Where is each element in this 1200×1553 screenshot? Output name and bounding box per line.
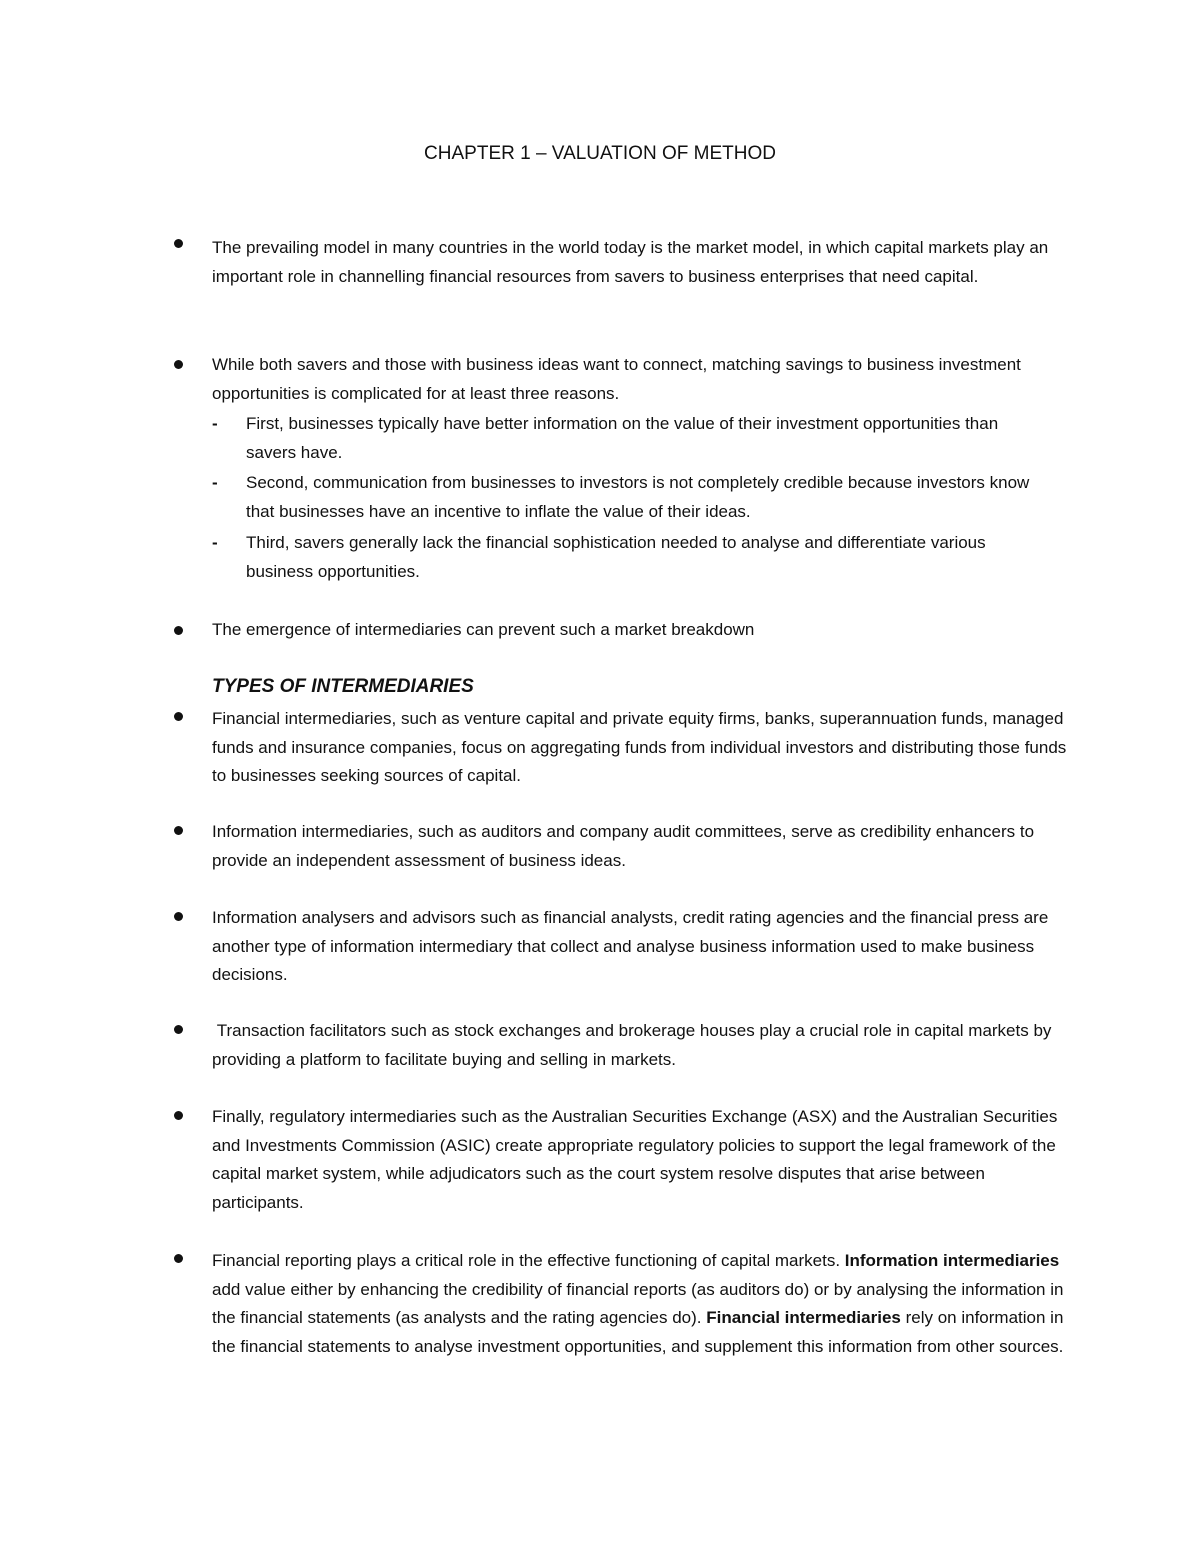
- type-transaction-facilitators: Transaction facilitators such as stock exchanges and brokerage houses play a crucial role in capital markets by providing a platform to facilitate buying and selling in markets.: [212, 1021, 1057, 1069]
- bullet-icon: [174, 1254, 183, 1263]
- intro-paragraph-matching-savings: While both savers and those with business ideas want to connect, matching savings to business investment opportunities is complicated for at least three reasons.: [212, 355, 1021, 403]
- dash-marker: -: [212, 473, 218, 492]
- bullet-icon: [174, 239, 183, 248]
- financial-reporting-paragraph: [212, 1247, 1072, 1361]
- bullet-icon: [174, 826, 183, 835]
- types-subheading: TYPES OF INTERMEDIARIES: [212, 676, 474, 697]
- reporting-text-2: add value either by enhancing the credibility of financial reports (as auditors do) or by analysing the information in the financial statements (as analysts and the rating agencies do).: [212, 1279, 1064, 1328]
- type-regulatory-intermediaries: Finally, regulatory intermediaries such as the Australian Securities Exchange (ASX) and the Australian Securities and Investments Commission (ASIC) create appropriate regulatory policies to support the legal framework of the capital market system, while adjudicators such as the court system resolve disputes that arise between participants.: [212, 1107, 1058, 1212]
- bullet-icon: [174, 626, 183, 635]
- bullet-icon: [174, 360, 183, 369]
- bullet-icon: [174, 1025, 183, 1034]
- dash-marker: -: [212, 414, 218, 433]
- reporting-bold-information-intermediaries: Information intermediaries: [844, 1251, 1060, 1270]
- reason-second: Second, communication from businesses to investors is not completely credible because investors know that businesses have an incentive to inflate the value of their ideas.: [246, 473, 1030, 521]
- reporting-text-1: Financial reporting plays a critical role in the effective functioning of capital markets.: [212, 1251, 845, 1270]
- reason-third: Third, savers generally lack the financial sophistication needed to analyse and differentiate various business opportunities.: [246, 533, 986, 581]
- type-information-analysers: Information analysers and advisors such as financial analysts, credit rating agencies and the financial press are another type of information intermediary that collect and analyse business information used to make business decisions.: [212, 908, 1049, 985]
- type-financial-intermediaries: Financial intermediaries, such as venture capital and private equity firms, banks, superannuation funds, managed funds and insurance companies, focus on aggregating funds from individual investors and distributing those funds to businesses seeking sources of capital.: [212, 709, 1067, 786]
- type-information-intermediaries: Information intermediaries, such as auditors and company audit committees, serve as credibility enhancers to provide an independent assessment of business ideas.: [212, 822, 1035, 870]
- bullet-icon: [174, 912, 183, 921]
- bullet-icon: [174, 1111, 183, 1120]
- reporting-bold-financial-intermediaries: Financial intermediaries: [706, 1308, 901, 1328]
- chapter-title: CHAPTER 1 – VALUATION OF METHOD: [424, 143, 776, 164]
- reporting-text-3: rely on information in the financial statements to analyse investment opportunities, and supplement this information from other sources.: [212, 1308, 1064, 1356]
- emergence-paragraph: The emergence of intermediaries can prevent such a market breakdown: [212, 620, 755, 639]
- intro-paragraph-market-model: The prevailing model in many countries in the world today is the market model, in which capital markets play an important role in channelling financial resources from savers to business enterprises that need capital.: [212, 238, 1049, 286]
- bullet-icon: [174, 712, 183, 721]
- dash-marker: -: [212, 533, 218, 552]
- reason-first: First, businesses typically have better information on the value of their investment opportunities than savers have.: [246, 414, 999, 462]
